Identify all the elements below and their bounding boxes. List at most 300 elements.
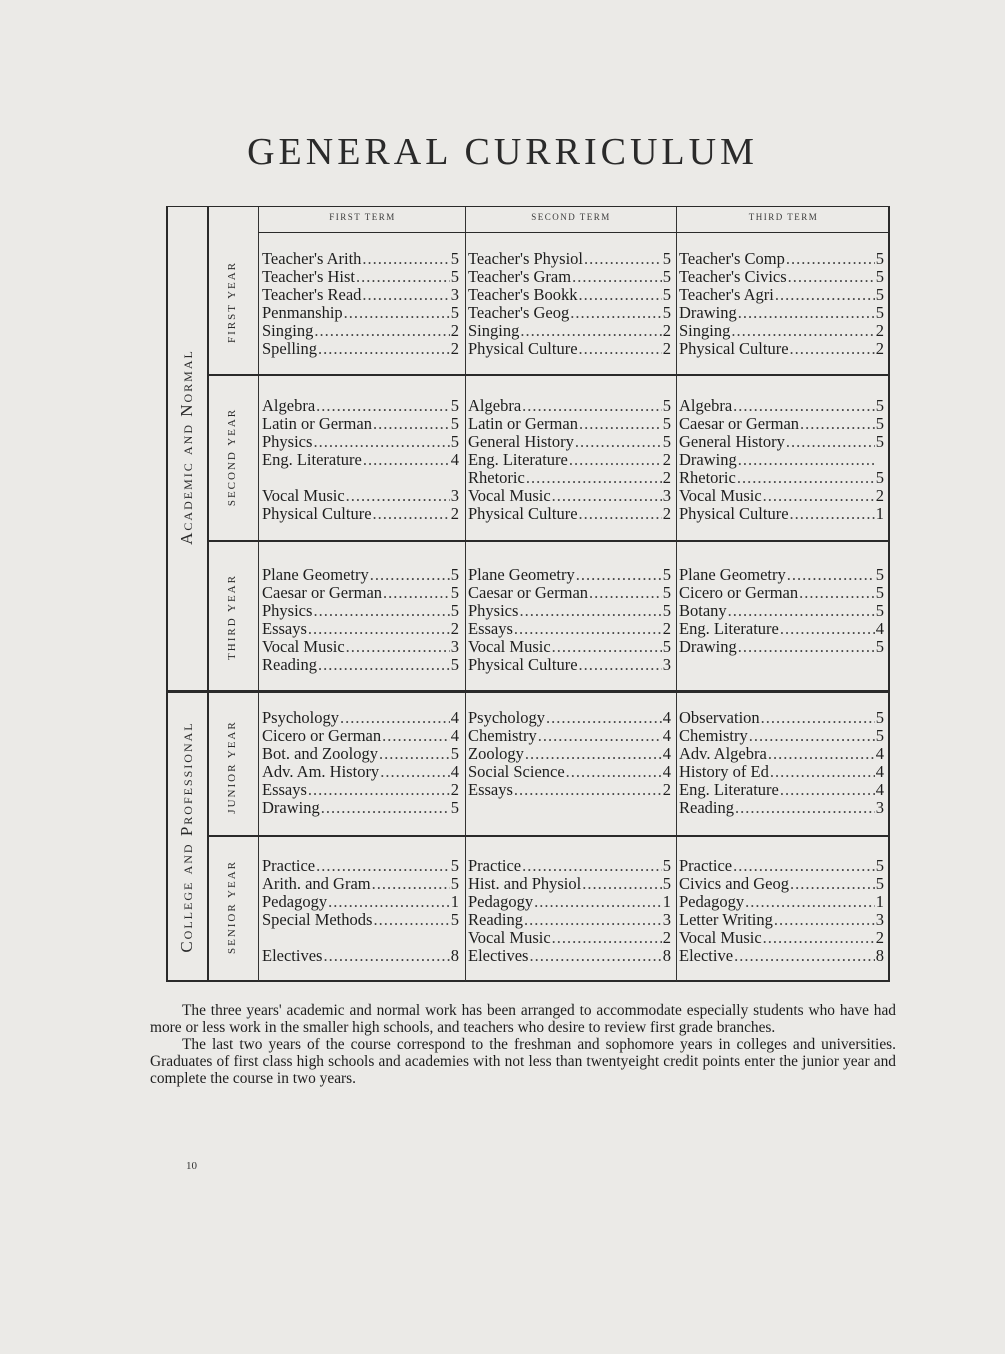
leader-dots (799, 584, 875, 602)
subject-name: Eng. Literature (679, 619, 779, 638)
subject-row (468, 250, 671, 268)
subject-name: Teacher's Arith (262, 249, 362, 268)
credit-value: 8 (450, 946, 459, 965)
subject-name: Zoology (468, 744, 524, 763)
leader-dots (787, 566, 875, 584)
term-column-line (676, 207, 677, 981)
subject-name: Spelling (262, 339, 318, 358)
leader-dots (786, 250, 875, 268)
subject-name: Psychology (468, 708, 546, 727)
subject-row (468, 875, 671, 893)
credit-value: 5 (662, 303, 671, 322)
term-column-line (465, 207, 466, 981)
subject-row (468, 415, 671, 433)
subject-row (468, 286, 671, 304)
credit-value: 4 (662, 708, 671, 727)
subject-row (468, 638, 671, 656)
leader-dots (738, 638, 875, 656)
credit-value: 5 (662, 267, 671, 286)
subject-name: Teacher's Agri (679, 285, 774, 304)
subject-name: Physical Culture (262, 504, 372, 523)
leader-dots (362, 286, 449, 304)
subject-name: Cicero or German (262, 726, 382, 745)
leader-dots (372, 875, 450, 893)
term-cell (468, 857, 671, 965)
subject-row (679, 638, 884, 656)
subject-name: Plane Geometry (468, 565, 575, 584)
subject-row (468, 602, 671, 620)
subject-row (679, 397, 884, 415)
leader-dots (316, 857, 450, 875)
subject-name: Algebra (468, 396, 522, 415)
credit-value: 3 (875, 798, 884, 817)
credit-value: 2 (662, 468, 671, 487)
subject-name: Teacher's Geog (468, 303, 570, 322)
credit-value: 2 (875, 339, 884, 358)
credit-value: 4 (875, 762, 884, 781)
subject-row (679, 709, 884, 727)
leader-dots (380, 763, 450, 781)
leader-dots (340, 709, 450, 727)
subject-name: Eng. Literature (679, 780, 779, 799)
credit-value: 5 (662, 414, 671, 433)
subject-name: Essays (468, 619, 513, 638)
subject-row (468, 268, 671, 286)
subject-row (468, 505, 671, 523)
credit-value: 5 (662, 601, 671, 620)
leader-dots (370, 566, 450, 584)
credit-value: 4 (450, 762, 459, 781)
credit-value: 4 (875, 619, 884, 638)
credit-value: 5 (875, 601, 884, 620)
leader-dots (318, 340, 450, 358)
credit-value: 4 (662, 744, 671, 763)
subject-row (262, 602, 459, 620)
credit-value: 3 (450, 285, 459, 304)
subject-row (468, 781, 671, 799)
credit-value: 4 (450, 450, 459, 469)
subject-row (262, 745, 459, 763)
subject-name: Vocal Music (679, 928, 762, 947)
notes (150, 1002, 896, 1087)
leader-dots (514, 781, 662, 799)
leader-dots (790, 505, 875, 523)
leader-dots (552, 487, 662, 505)
subject-row (679, 620, 884, 638)
term-header-third: THIRD TERM (748, 212, 819, 222)
subject-row (679, 763, 884, 781)
credit-value: 2 (662, 321, 671, 340)
division-label-academic-normal: Academic and Normal (177, 349, 196, 545)
header-line (258, 232, 890, 233)
subject-row (468, 947, 671, 965)
subject-name: Reading (679, 798, 734, 817)
leader-dots (579, 656, 662, 674)
leader-dots (738, 304, 875, 322)
leader-dots (362, 250, 449, 268)
division-label-college-professional: College and Professional (177, 721, 196, 953)
subject-row (679, 875, 884, 893)
subject-row (262, 656, 459, 674)
subject-name: Rhetoric (468, 468, 525, 487)
subject-row (468, 857, 671, 875)
credit-value: 4 (450, 708, 459, 727)
leader-dots (566, 763, 662, 781)
subject-name: Practice (262, 856, 316, 875)
leader-dots (314, 322, 449, 340)
subject-row (679, 857, 884, 875)
leader-dots (780, 620, 875, 638)
subject-row (468, 709, 671, 727)
subject-name: Arith. and Gram (262, 874, 371, 893)
credit-value: 5 (875, 303, 884, 322)
leader-dots (575, 433, 662, 451)
subject-row (679, 566, 884, 584)
year-column-line (258, 207, 259, 981)
credit-value: 2 (450, 321, 459, 340)
subject-name: Singing (679, 321, 731, 340)
leader-dots (263, 469, 450, 487)
credit-value: 5 (450, 601, 459, 620)
leader-dots (763, 487, 875, 505)
subject-name: Caesar or German (468, 583, 589, 602)
subject-row (262, 763, 459, 781)
subject-name: Eng. Literature (468, 450, 568, 469)
subject-row (468, 911, 671, 929)
subject-row (262, 469, 459, 487)
leader-dots (733, 397, 875, 415)
leader-dots (522, 397, 662, 415)
leader-dots (323, 947, 449, 965)
subject-name: Latin or German (468, 414, 578, 433)
year-separator (207, 835, 890, 837)
credit-value: 2 (875, 486, 884, 505)
leader-dots (538, 727, 662, 745)
subject-row (262, 566, 459, 584)
subject-name: Caesar or German (262, 583, 383, 602)
credit-value: 5 (450, 856, 459, 875)
credit-value: 2 (662, 504, 671, 523)
subject-row (468, 397, 671, 415)
leader-dots (734, 947, 875, 965)
credit-value: 2 (450, 619, 459, 638)
leader-dots (737, 469, 875, 487)
subject-name: Civics and Geog (679, 874, 789, 893)
leader-dots (569, 451, 662, 469)
term-cell (468, 250, 671, 358)
leader-dots (308, 781, 450, 799)
note-paragraph: The last two years of the course correspond to the freshman and sophomore years in colleges and universities. Graduates of first class high schools and academies with not less than twentyeight credit points enter the junior year and complete the course in two years. (150, 1036, 896, 1087)
subject-row (468, 304, 671, 322)
subject-name: Reading (262, 655, 317, 674)
subject-name: Botany (679, 601, 727, 620)
leader-dots (522, 857, 662, 875)
subject-row (468, 322, 671, 340)
leader-dots (790, 875, 875, 893)
subject-row (468, 469, 671, 487)
subject-row (679, 505, 884, 523)
subject-row (679, 340, 884, 358)
subject-name: Special Methods (262, 910, 373, 929)
subject-name: Vocal Music (262, 637, 345, 656)
subject-row (679, 911, 884, 929)
subject-name: Physical Culture (679, 339, 789, 358)
leader-dots (800, 415, 875, 433)
credit-value: 8 (875, 946, 884, 965)
subject-name: Latin or German (262, 414, 372, 433)
subject-row (679, 893, 884, 911)
credit-value: 5 (450, 874, 459, 893)
subject-row (468, 893, 671, 911)
subject-name: Teacher's Read (262, 285, 362, 304)
credit-value: 5 (450, 655, 459, 674)
subject-name: Observation (679, 708, 760, 727)
credit-value: 5 (662, 565, 671, 584)
subject-name: Cicero or German (679, 583, 799, 602)
credit-value: 3 (450, 637, 459, 656)
subject-row (262, 799, 459, 817)
subject-row (679, 781, 884, 799)
subject-name: Essays (262, 780, 307, 799)
subject-name: Vocal Music (468, 637, 551, 656)
subject-row (262, 584, 459, 602)
leader-dots (529, 947, 661, 965)
subject-row (679, 602, 884, 620)
leader-dots (520, 322, 661, 340)
leader-dots (733, 857, 875, 875)
subject-name: Physics (262, 601, 313, 620)
credit-value: 5 (875, 432, 884, 451)
leader-dots (582, 875, 662, 893)
leader-dots (576, 566, 662, 584)
leader-dots (780, 781, 875, 799)
term-cell (262, 250, 459, 358)
credit-value: 2 (450, 780, 459, 799)
credit-value: 3 (662, 910, 671, 929)
division-separator (166, 690, 890, 693)
leader-dots (546, 709, 662, 727)
subject-row (468, 566, 671, 584)
term-cell (679, 566, 884, 656)
leader-dots (775, 286, 875, 304)
credit-value: 5 (875, 396, 884, 415)
credit-value: 5 (875, 285, 884, 304)
page-number: 10 (186, 1160, 197, 1172)
subject-row (262, 857, 459, 875)
subject-name: Practice (468, 856, 522, 875)
leader-dots (749, 727, 875, 745)
subject-name: Teacher's Civics (679, 267, 787, 286)
leader-dots (382, 727, 450, 745)
leader-dots (525, 745, 662, 763)
leader-dots (570, 304, 662, 322)
term-cell (468, 709, 671, 799)
subject-row (262, 947, 459, 965)
subject-row (468, 451, 671, 469)
subject-row (679, 433, 884, 451)
leader-dots (728, 602, 875, 620)
credit-value: 5 (875, 708, 884, 727)
leader-dots (763, 929, 875, 947)
leader-dots (318, 656, 450, 674)
credit-value: 5 (450, 249, 459, 268)
subject-name: Teacher's Physiol (468, 249, 584, 268)
subject-name: Vocal Music (679, 486, 762, 505)
credit-value: 3 (875, 910, 884, 929)
leader-dots (524, 911, 662, 929)
credit-value: 4 (875, 744, 884, 763)
subject-name: General History (468, 432, 574, 451)
leader-dots (346, 638, 450, 656)
leader-dots (735, 799, 875, 817)
subject-row (468, 727, 671, 745)
subject-name: Electives (468, 946, 529, 965)
credit-value: 2 (662, 780, 671, 799)
credit-value: 5 (450, 565, 459, 584)
leader-dots (263, 929, 450, 947)
credit-value: 3 (450, 486, 459, 505)
credit-value: 5 (875, 583, 884, 602)
leader-dots (373, 505, 450, 523)
credit-value: 5 (875, 249, 884, 268)
subject-name: Practice (679, 856, 733, 875)
term-cell (468, 566, 671, 674)
subject-row (679, 451, 884, 469)
leader-dots (589, 584, 662, 602)
credit-value: 5 (875, 637, 884, 656)
term-cell (262, 397, 459, 523)
credit-value: 1 (662, 892, 671, 911)
credit-value: 5 (450, 910, 459, 929)
leader-dots (768, 745, 875, 763)
subject-name: Drawing (679, 303, 737, 322)
subject-row (468, 745, 671, 763)
year-label-first: FIRST YEAR (226, 260, 238, 344)
subject-name: Singing (468, 321, 520, 340)
credit-value: 5 (662, 396, 671, 415)
subject-row (262, 304, 459, 322)
leader-dots (373, 911, 449, 929)
year-label-senior: SENIOR YEAR (226, 860, 238, 955)
subject-name: Singing (262, 321, 314, 340)
credit-value: 1 (875, 892, 884, 911)
subject-name: Physical Culture (468, 339, 578, 358)
subject-row (262, 781, 459, 799)
credit-value: 5 (450, 303, 459, 322)
subject-row (262, 433, 459, 451)
credit-value: 5 (875, 468, 884, 487)
subject-name: Plane Geometry (679, 565, 786, 584)
credit-value: 3 (662, 486, 671, 505)
credit-value: 2 (875, 321, 884, 340)
subject-row (262, 487, 459, 505)
subject-row (679, 268, 884, 286)
leader-dots (552, 638, 662, 656)
credit-value: 4 (875, 780, 884, 799)
subject-name: General History (679, 432, 785, 451)
subject-row (262, 268, 459, 286)
subject-name: Drawing (262, 798, 320, 817)
subject-row (679, 487, 884, 505)
subject-row (679, 322, 884, 340)
credit-value: 5 (450, 583, 459, 602)
leader-dots (321, 799, 450, 817)
subject-name: Rhetoric (679, 468, 736, 487)
credit-value: 5 (662, 874, 671, 893)
subject-name: Essays (262, 619, 307, 638)
credit-value: 4 (662, 762, 671, 781)
credit-value: 5 (662, 285, 671, 304)
term-header-second: SECOND TERM (531, 212, 611, 222)
credit-value: 5 (450, 432, 459, 451)
subject-name: Vocal Music (468, 486, 551, 505)
credit-value: 5 (450, 396, 459, 415)
subject-name: Vocal Music (262, 486, 345, 505)
subject-row (262, 911, 459, 929)
subject-row (468, 763, 671, 781)
subject-name: Drawing (679, 450, 737, 469)
credit-value: 5 (875, 414, 884, 433)
subject-row (262, 250, 459, 268)
subject-row (262, 709, 459, 727)
subject-name: Vocal Music (468, 928, 551, 947)
leader-dots (761, 709, 875, 727)
leader-dots (579, 286, 662, 304)
credit-value: 5 (875, 267, 884, 286)
subject-row (262, 875, 459, 893)
leader-dots (308, 620, 450, 638)
leader-dots (534, 893, 662, 911)
leader-dots (774, 911, 875, 929)
subject-row (262, 322, 459, 340)
leader-dots (731, 322, 874, 340)
leader-dots (526, 469, 662, 487)
subject-row (262, 286, 459, 304)
credit-value: 1 (875, 504, 884, 523)
subject-name: Algebra (679, 396, 733, 415)
subject-name: Chemistry (468, 726, 537, 745)
subject-row (679, 584, 884, 602)
credit-value: 1 (450, 892, 459, 911)
leader-dots (514, 620, 662, 638)
subject-row (262, 340, 459, 358)
term-cell (679, 397, 884, 523)
subject-row (679, 947, 884, 965)
leader-dots (379, 745, 450, 763)
subject-name: Teacher's Gram (468, 267, 572, 286)
credit-value: 5 (450, 744, 459, 763)
credit-value: 2 (450, 339, 459, 358)
leader-dots (313, 433, 449, 451)
subject-row (262, 397, 459, 415)
credit-value: 5 (662, 637, 671, 656)
subject-row (468, 433, 671, 451)
subject-row (262, 451, 459, 469)
subject-row (679, 415, 884, 433)
leader-dots (579, 415, 662, 433)
subject-name: Social Science (468, 762, 565, 781)
subject-row (262, 505, 459, 523)
credit-value: 2 (662, 928, 671, 947)
leader-dots (313, 602, 449, 620)
leader-dots (584, 250, 662, 268)
credit-value: 2 (875, 928, 884, 947)
leader-dots (790, 340, 875, 358)
leader-dots (344, 304, 450, 322)
subject-row (468, 620, 671, 638)
subject-row (679, 929, 884, 947)
subject-row (262, 638, 459, 656)
